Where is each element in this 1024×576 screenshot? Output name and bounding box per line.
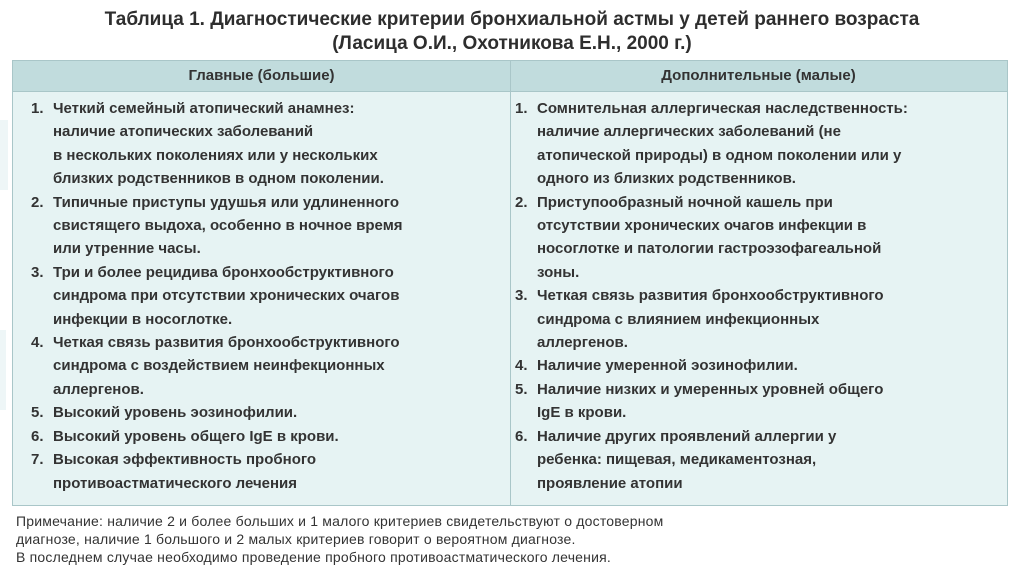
item-number: 4. xyxy=(515,357,528,375)
item-line: Наличие низких и умеренных уровней общего xyxy=(537,380,884,398)
item-number: 2. xyxy=(31,193,44,211)
table-footnote xyxy=(16,512,1016,566)
list-item xyxy=(31,425,501,448)
list-item xyxy=(515,97,1001,191)
item-line: свистящего выдоха, особенно в ночное время xyxy=(53,217,403,235)
item-number: 7. xyxy=(31,451,44,469)
footnote-line: диагнозе, наличие 1 большого и 2 малых критериев говорит о вероятном диагнозе. xyxy=(16,531,576,547)
item-line: Четкая связь развития бронхообструктивного xyxy=(53,334,400,352)
title-line-2: (Ласица О.И., Охотникова Е.Н., 2000 г.) xyxy=(332,33,692,54)
list-item xyxy=(515,425,1001,495)
list-item xyxy=(31,97,501,191)
item-line: противоастматического лечения xyxy=(53,474,298,492)
item-line: отсутствии хронических очагов инфекции в xyxy=(537,217,867,235)
item-number: 1. xyxy=(31,100,44,117)
item-line: аллергенов. xyxy=(537,334,628,352)
item-line: синдрома с воздействием неинфекционных xyxy=(53,357,385,375)
list-item xyxy=(31,261,501,331)
item-line: синдрома с влиянием инфекционных xyxy=(537,310,820,328)
item-line: или утренние часы. xyxy=(53,240,201,258)
item-line: Четкий семейный атопический анамнез: xyxy=(53,100,355,117)
item-line: носоглотке и патологии гастроэзофагеальной xyxy=(537,240,882,258)
item-text xyxy=(537,425,1001,495)
item-text xyxy=(53,448,501,495)
item-line: Высокий уровень эозинофилии. xyxy=(53,404,298,422)
header-minor: Дополнительные (малые) xyxy=(661,67,856,84)
item-line: в нескольких поколениях или у нескольких xyxy=(53,146,378,164)
decorative-edge xyxy=(0,330,6,410)
list-item xyxy=(515,191,1001,285)
table-title xyxy=(0,8,1024,56)
item-number: 3. xyxy=(31,263,44,281)
item-number: 2. xyxy=(515,193,528,211)
item-text xyxy=(53,191,501,261)
item-number: 5. xyxy=(31,404,44,422)
item-line: близких родственников в одном поколении. xyxy=(53,170,384,188)
item-number: 6. xyxy=(515,427,528,445)
item-line: аллергенов. xyxy=(53,380,144,398)
item-text xyxy=(537,284,1001,354)
title-line-1: Таблица 1. Диагностические критерии бронхиальной астмы у детей раннего возраста xyxy=(104,9,920,30)
item-line: наличие атопических заболеваний xyxy=(53,123,314,141)
footnote-line: Примечание: наличие 2 и более больших и 1 малого критериев свидетельствуют о достоверном xyxy=(16,513,664,529)
item-line: Три и более рецидива бронхообструктивного xyxy=(53,263,394,281)
item-line: Сомнительная аллергическая наследственность: xyxy=(537,100,908,117)
item-line: Четкая связь развития бронхообструктивного xyxy=(537,287,884,305)
decorative-edge xyxy=(0,120,8,190)
header-major: Главные (большие) xyxy=(188,67,335,84)
item-number: 6. xyxy=(31,427,44,445)
list-item xyxy=(31,191,501,261)
item-number: 4. xyxy=(31,334,44,352)
item-line: IgE в крови. xyxy=(537,404,627,422)
item-line: наличие аллергических заболеваний (не xyxy=(537,123,841,141)
list-item xyxy=(31,401,501,424)
list-item xyxy=(31,331,501,401)
minor-criteria-list xyxy=(515,97,1001,495)
item-text xyxy=(537,378,1001,425)
footnote-line: В последнем случае необходимо проведение пробного противоастматического лечения. xyxy=(16,549,611,565)
item-text xyxy=(53,425,501,448)
item-number: 5. xyxy=(515,380,528,398)
item-line: Наличие умеренной эозинофилии. xyxy=(537,357,798,375)
item-line: проявление атопии xyxy=(537,474,683,492)
item-number: 1. xyxy=(515,100,528,117)
item-line: Высокая эффективность пробного xyxy=(53,451,317,469)
item-text xyxy=(537,191,1001,285)
item-line: Наличие других проявлений аллергии у xyxy=(537,427,837,445)
item-line: атопической природы) в одном поколении или у xyxy=(537,146,902,164)
list-item xyxy=(515,378,1001,425)
item-text xyxy=(537,354,1001,377)
item-line: синдрома при отсутствии хронических очагов xyxy=(53,287,400,305)
item-text xyxy=(53,97,501,191)
item-line: Приступообразный ночной кашель при xyxy=(537,193,833,211)
item-text xyxy=(53,331,501,401)
item-text xyxy=(53,261,501,331)
column-divider xyxy=(510,61,511,505)
major-criteria-list xyxy=(31,97,501,495)
item-line: инфекции в носоглотке. xyxy=(53,310,233,328)
list-item xyxy=(515,354,1001,377)
item-line: Типичные приступы удушья или удлиненного xyxy=(53,193,400,211)
list-item xyxy=(31,448,501,495)
criteria-table xyxy=(12,60,1008,506)
list-item xyxy=(515,284,1001,354)
item-text xyxy=(53,401,501,424)
item-line: зоны. xyxy=(537,263,580,281)
item-line: одного из близких родственников. xyxy=(537,170,796,188)
item-text xyxy=(537,97,1001,191)
item-number: 3. xyxy=(515,287,528,305)
item-line: Высокий уровень общего IgE в крови. xyxy=(53,427,339,445)
item-line: ребенка: пищевая, медикаментозная, xyxy=(537,451,817,469)
